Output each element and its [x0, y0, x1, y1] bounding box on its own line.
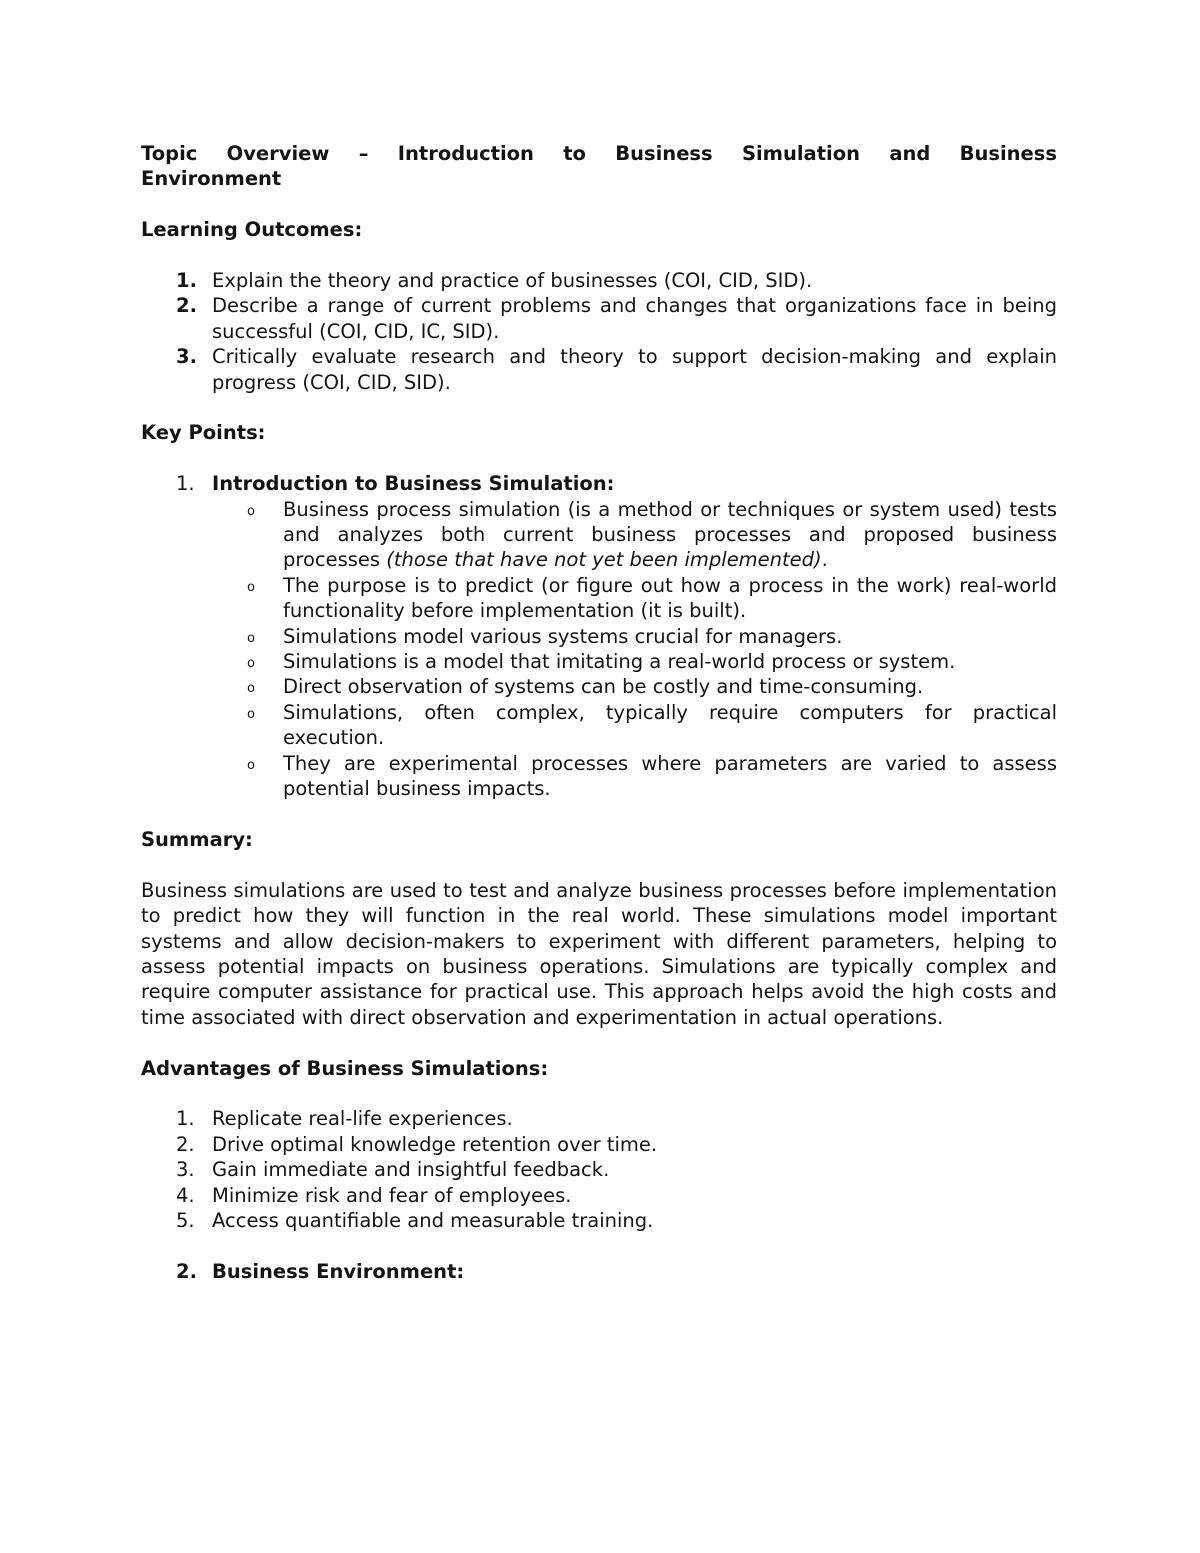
- learning-outcomes-list: [141, 268, 1057, 395]
- list-number: 2.: [176, 1132, 195, 1156]
- bullet-text: Simulations, often complex, typically require computers for practical execution.: [283, 700, 1057, 750]
- section-2-list: [141, 1259, 1057, 1284]
- section-number: 1.: [176, 472, 195, 496]
- bullet-text: Simulations is a model that imitating a real-world process or system.: [283, 650, 956, 674]
- list-item: [141, 1132, 1057, 1157]
- bullet-icon: o: [247, 757, 255, 773]
- bullet-item: [212, 624, 1057, 649]
- bullet-icon: o: [247, 630, 255, 646]
- document-body: [141, 141, 1057, 1284]
- list-item: [141, 344, 1057, 395]
- key-points-heading: Key Points:: [141, 421, 266, 445]
- list-item: [141, 1208, 1057, 1233]
- list-item: [141, 1157, 1057, 1182]
- bullet-item: [212, 573, 1057, 624]
- section-title: Introduction to Business Simulation:: [212, 472, 615, 496]
- list-item: [141, 293, 1057, 344]
- bullet-text: They are experimental processes where parameters are varied to assess potential business impacts.: [283, 751, 1057, 801]
- bullet-italic-text: (those that have not yet been implemented): [386, 548, 822, 572]
- key-points-bullets: [141, 497, 1057, 802]
- list-text: Explain the theory and practice of businesses (COI, CID, SID).: [212, 269, 813, 292]
- bullet-item: [212, 497, 1057, 573]
- list-item: [141, 1183, 1057, 1208]
- bullet-item: [212, 674, 1057, 699]
- bullet-text: Simulations model various systems crucial for managers.: [283, 624, 843, 648]
- list-number: 1.: [176, 1107, 195, 1131]
- list-number: 3.: [176, 345, 197, 369]
- list-number: 4.: [176, 1183, 195, 1207]
- page-title: Topic Overview – Introduction to Business Simulation and Business Environment: [141, 142, 1057, 191]
- bullet-icon: o: [247, 503, 255, 519]
- list-text: Gain immediate and insightful feedback.: [212, 1158, 610, 1182]
- list-number: 3.: [176, 1158, 195, 1182]
- list-text: Replicate real-life experiences.: [212, 1107, 513, 1131]
- advantages-heading: Advantages of Business Simulations:: [141, 1056, 549, 1080]
- list-text: Describe a range of current problems and changes that organizations face in being successful (COI, CID, IC, SID).: [212, 294, 1057, 343]
- list-text: Drive optimal knowledge retention over time.: [212, 1132, 658, 1156]
- bullet-icon: o: [247, 656, 255, 672]
- advantages-list: [141, 1106, 1057, 1233]
- list-item: [141, 268, 1057, 293]
- bullet-item: [212, 751, 1057, 802]
- bullet-text: Direct observation of systems can be costly and time-consuming.: [283, 675, 924, 699]
- bullet-item: [212, 700, 1057, 751]
- summary-heading: Summary:: [141, 827, 253, 851]
- list-number: 2.: [176, 294, 197, 318]
- bullet-icon: o: [247, 579, 255, 595]
- bullet-tail: .: [821, 548, 828, 572]
- key-point-section: [141, 471, 1057, 496]
- list-text: Access quantifiable and measurable training.: [212, 1208, 654, 1232]
- section-title: Business Environment:: [212, 1259, 465, 1283]
- list-text: Critically evaluate research and theory to support decision-making and explain progress (COI, CID, SID).: [212, 345, 1057, 394]
- list-text: Minimize risk and fear of employees.: [212, 1183, 572, 1207]
- bullet-item: [212, 649, 1057, 674]
- bullet-text: Business process simulation (is a method or techniques or system used) tests and analyzes both current business processes and proposed business processes: [283, 497, 1057, 572]
- bullet-icon: o: [247, 706, 255, 722]
- bullet-text: The purpose is to predict (or figure out how a process in the work) real-world functionality before implementation (it is built).: [283, 573, 1057, 623]
- summary-paragraph: Business simulations are used to test and analyze business processes before implementation to predict how they will function in the real world. These simulations model important systems and allow decision-makers to experiment with different parameters, helping to assess potential impacts on business operations. Simulations are typically complex and require computer assistance for practical use. This approach helps avoid the high costs and time associated with direct observation and experimentation in actual operations.: [141, 878, 1057, 1029]
- list-number: 5.: [176, 1208, 195, 1232]
- list-item: [141, 1106, 1057, 1131]
- bullet-icon: o: [247, 681, 255, 697]
- section-number: 2.: [176, 1259, 197, 1283]
- key-point-section: [141, 1259, 1057, 1284]
- list-number: 1.: [176, 269, 197, 292]
- learning-outcomes-heading: Learning Outcomes:: [141, 218, 363, 242]
- key-points-list: [141, 471, 1057, 496]
